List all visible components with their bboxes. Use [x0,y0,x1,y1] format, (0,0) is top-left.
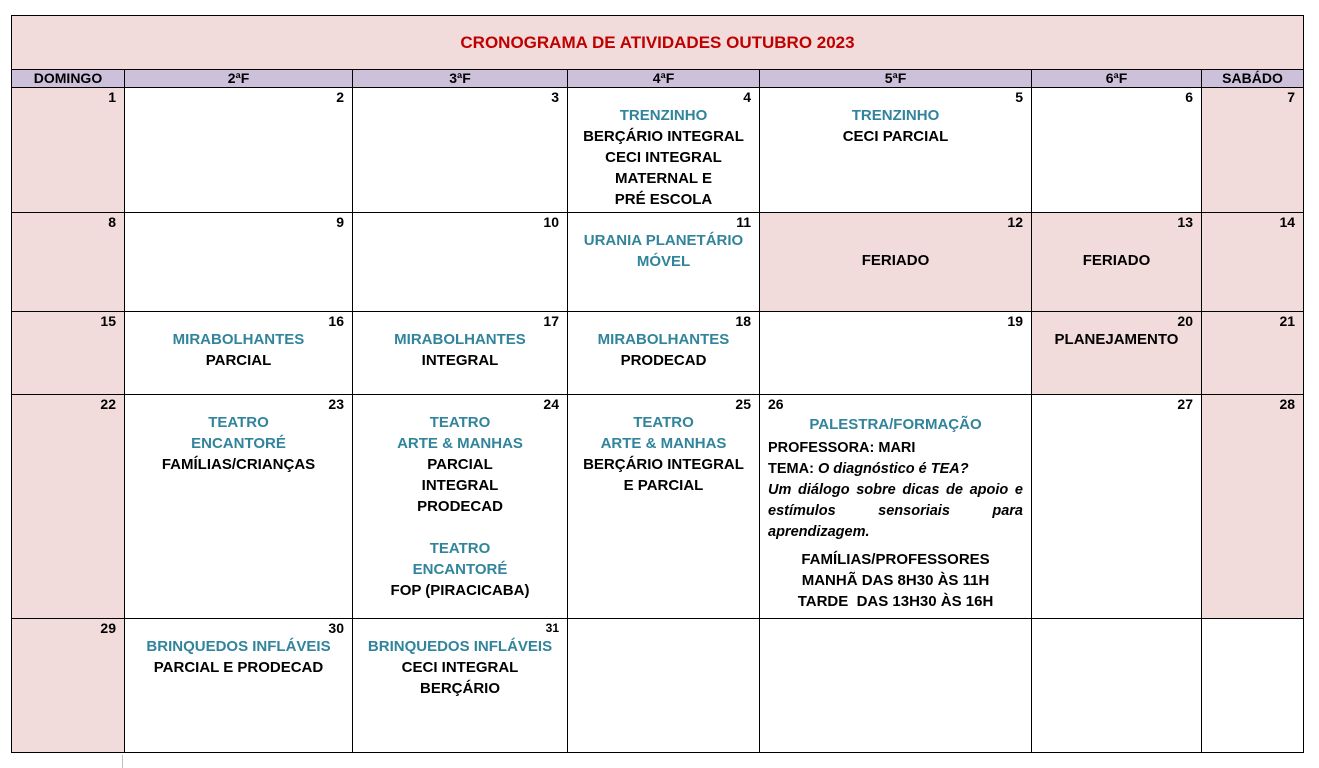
calendar-table [11,15,1304,753]
day-number: 4 [743,89,751,105]
header-thursday: 5ªF [760,70,1032,88]
day-cell [760,619,1032,753]
day-number: 13 [1177,214,1193,230]
event-line: PRÉ ESCOLA [614,191,713,208]
day-cell [12,395,125,619]
day-cell [125,213,353,312]
event-line: BERÇÁRIO INTEGRAL [583,128,744,145]
day-number: 21 [1279,313,1296,329]
day-number: 29 [100,620,116,636]
day-number: 26 [768,396,784,412]
day-cell [12,619,125,753]
day-number: 1 [108,89,116,105]
day-cell [353,213,568,312]
event-line: FOP (PIRACICABA) [390,582,530,599]
event-title: BRINQUEDOS INFLÁVEIS [367,638,553,655]
day-cell [760,88,1032,213]
day-cell [1202,213,1304,312]
day-cell [1202,312,1304,395]
week-row [12,312,1304,395]
day-cell [353,619,568,753]
event-line: BERÇÁRIO INTEGRAL [583,456,744,473]
event-audience: FAMÍLIAS/PROFESSORES [801,551,990,568]
event-title: TRENZINHO [851,107,940,124]
day-number: 3 [551,89,559,105]
day-cell [568,619,760,753]
day-number: 5 [1015,89,1023,105]
day-number: 2 [336,89,344,105]
day-number: 8 [108,214,116,230]
day-cell [12,312,125,395]
day-cell [760,395,1032,619]
spacer [353,517,567,538]
day-cell [1032,88,1202,213]
event-line: E PARCIAL [623,477,704,494]
day-number: 11 [736,214,751,230]
week-row [12,213,1304,312]
event-title: BRINQUEDOS INFLÁVEIS [146,638,331,655]
event-description [760,480,1031,543]
event-morning: MANHÃ DAS 8H30 ÀS 11H [801,572,990,589]
holiday-label: FERIADO [861,252,930,269]
day-cell [568,213,760,312]
event-professor: PROFESSORA: MARI [768,440,916,456]
day-cell [1202,619,1304,753]
day-number: 17 [543,313,559,329]
day-number: 27 [1177,396,1193,412]
event-title: TEATRO [208,414,269,431]
day-number: 24 [543,396,559,412]
event-afternoon: TARDE DAS 13H30 ÀS 16H [797,593,994,610]
week-row [12,619,1304,753]
event-title: TEATRO [429,540,491,557]
week-row [12,395,1304,619]
day-cell [568,395,760,619]
day-number: 6 [1185,89,1193,105]
day-cell [760,312,1032,395]
event-title: TEATRO [429,414,491,431]
holiday-label: FERIADO [1082,252,1151,269]
day-number: 28 [1279,396,1296,412]
header-saturday: SABÁDO [1202,70,1304,88]
day-cell [1202,88,1304,213]
event-title: MÓVEL [636,253,691,270]
day-cell [125,312,353,395]
event-title: TEATRO [633,414,694,431]
event-line: MATERNAL E [615,170,712,187]
event-line: CECI INTEGRAL [401,659,519,676]
event-title: PALESTRA/FORMAÇÃO [809,416,982,433]
day-cell [1032,312,1202,395]
day-cell [125,619,353,753]
event-line: CECI INTEGRAL [605,149,722,166]
event-line: PRODECAD [417,498,503,515]
header-monday: 2ªF [125,70,353,88]
weekday-header-row [12,70,1304,88]
day-number: 7 [1287,89,1296,105]
event-title: ENCANTORÉ [412,561,508,578]
day-cell [353,312,568,395]
day-cell [568,312,760,395]
header-tuesday: 3ªF [353,70,568,88]
event-title: MIRABOLHANTES [394,331,526,348]
event-line: BERÇÁRIO [419,680,500,697]
day-cell [568,88,760,213]
event-title: TRENZINHO [619,107,708,124]
day-number: 19 [1007,313,1023,329]
event-theme [760,459,1031,480]
event-title: MIRABOLHANTES [172,331,305,348]
event-line: CECI PARCIAL [842,128,949,145]
day-number: 22 [100,396,116,412]
day-cell [125,395,353,619]
theme-text: O diagnóstico é TEA? [817,461,969,477]
day-number: 31 [545,621,559,635]
day-number: 12 [1007,214,1023,230]
event-line: INTEGRAL [421,352,499,369]
event-title: ARTE & MANHAS [600,435,727,452]
day-number: 23 [328,396,344,412]
day-number: 15 [100,313,116,329]
header-sunday: DOMINGO [12,70,125,88]
day-number: 10 [543,214,559,230]
day-cell [12,213,125,312]
event-title: URANIA PLANETÁRIO [583,232,744,249]
event-line: FAMÍLIAS/CRIANÇAS [161,456,316,473]
day-cell [125,88,353,213]
day-number: 30 [328,620,344,636]
day-number: 9 [336,214,344,230]
event-line: PRODECAD [620,352,707,369]
day-cell [353,395,568,619]
day-cell [353,88,568,213]
event-line: PARCIAL [427,456,493,473]
calendar-title: CRONOGRAMA DE ATIVIDADES OUTUBRO 2023 [12,16,1304,70]
day-cell [1032,619,1202,753]
day-cell [1032,395,1202,619]
event-title: ARTE & MANHAS [397,435,523,452]
planning-label: PLANEJAMENTO [1054,331,1179,348]
day-cell [12,88,125,213]
event-title: MIRABOLHANTES [597,331,730,348]
event-line: INTEGRAL [421,477,499,494]
day-number: 14 [1279,214,1296,230]
week-row [12,88,1304,213]
day-number: 20 [1177,313,1193,329]
event-line: PARCIAL E PRODECAD [153,659,324,676]
event-line: PARCIAL [205,352,272,369]
event-title: ENCANTORÉ [191,435,286,452]
theme-label: TEMA: [768,461,818,477]
day-number: 18 [735,313,751,329]
description-text: Um diálogo sobre dicas de apoio e estímulos sensoriais para aprendizagem. [768,482,1023,540]
day-number: 25 [735,396,751,412]
day-cell [760,213,1032,312]
header-wednesday: 4ªF [568,70,760,88]
day-cell [1202,395,1304,619]
column-guide-line [122,755,123,768]
day-cell [1032,213,1202,312]
day-number: 16 [328,313,344,329]
header-friday: 6ªF [1032,70,1202,88]
